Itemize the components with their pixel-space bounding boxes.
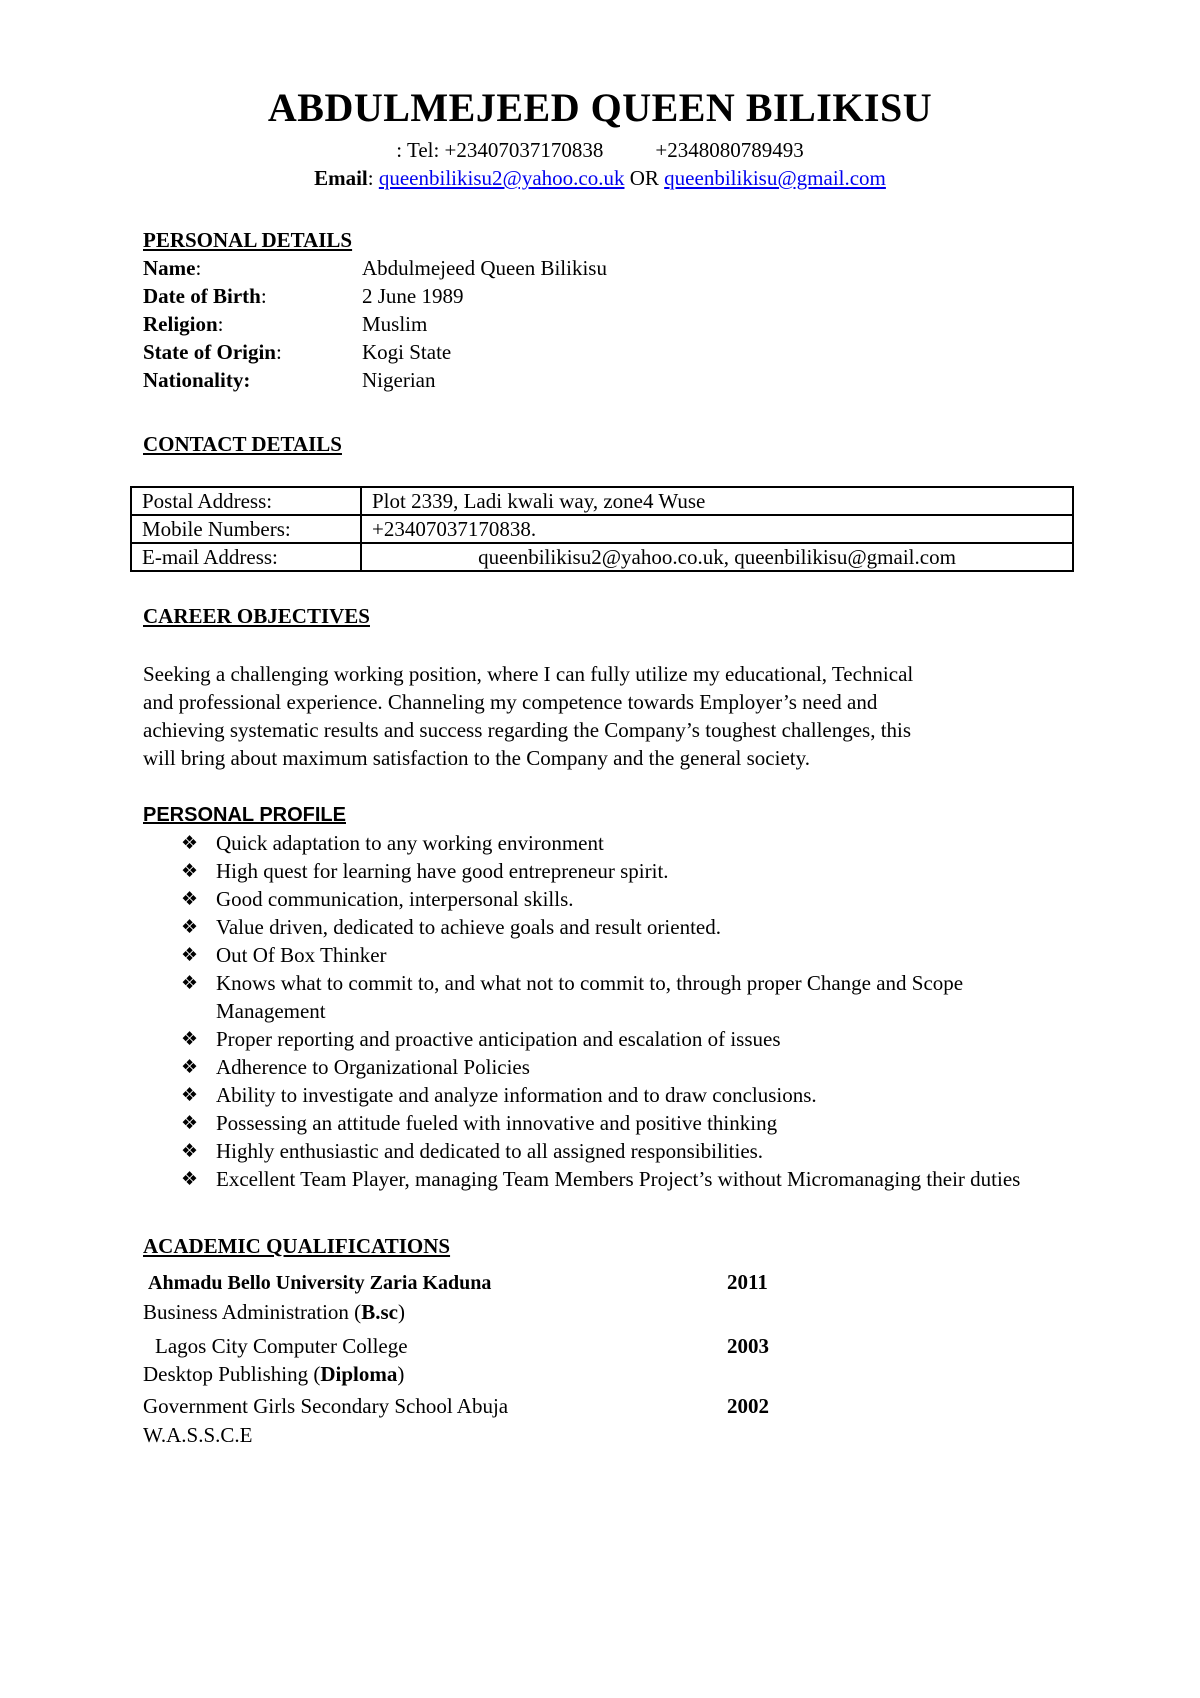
contact-details-table [130, 486, 1074, 572]
list-item: ❖ Value driven, dedicated to achieve goals and result oriented. [181, 915, 721, 939]
diamond-bullet-icon: ❖ [181, 832, 199, 854]
table-cell-value: Plot 2339, Ladi kwali way, zone4 Wuse [361, 487, 1073, 515]
email-line: Email: queenbilikisu2@yahoo.co.uk OR queenbilikisu@gmail.com [314, 166, 886, 190]
academic-qualifications-heading: ACADEMIC QUALIFICATIONS [143, 1234, 451, 1258]
diamond-bullet-icon: ❖ [181, 860, 199, 882]
table-row [131, 543, 1073, 571]
qualification-course: Desktop Publishing (Diploma) [143, 1362, 405, 1386]
table-cell-value: queenbilikisu2@yahoo.co.uk, queenbilikisu@gmail.com [361, 543, 1073, 571]
diamond-bullet-icon: ❖ [181, 916, 199, 938]
qualification-year: 2011 [727, 1270, 768, 1294]
email-link-gmail[interactable]: queenbilikisu@gmail.com [664, 166, 886, 190]
personal-profile-heading: PERSONAL PROFILE [143, 804, 346, 826]
qualification-institution: Lagos City Computer College [155, 1334, 408, 1358]
list-item: ❖ Highly enthusiastic and dedicated to all assigned responsibilities. [181, 1139, 764, 1163]
diamond-bullet-icon: ❖ [181, 972, 199, 994]
list-item: ❖ Excellent Team Player, managing Team Members Project’s without Micromanaging their duties [181, 1167, 1021, 1191]
diamond-bullet-icon: ❖ [181, 1112, 199, 1134]
list-item: ❖ High quest for learning have good entrepreneur spirit. [181, 859, 669, 883]
diamond-bullet-icon: ❖ [181, 1056, 199, 1078]
diamond-bullet-icon: ❖ [181, 944, 199, 966]
email-label: Email [314, 166, 368, 190]
resume-page: ABDULMEJEED QUEEN BILIKISU : Tel: +23407037170838 +2348080789493 Email: queenbilikisu2@yahoo.co.uk OR queenbilikisu@gmail.com PERSONAL DETAILS Name: Abdulmejeed Queen Bilikisu Date of Birth: 2 June 1989 Religion: Muslim State of Origin: Kogi State Nationality: Nigerian CONTACT DETAILS Postal Address: Plot 2339, Ladi kwali way, zone4 Wuse Mobile Numbers: +23407037170838. E-mail Address: queenbilikisu2@yahoo.co.uk, queenbilikisu@gmail.com CAREER OBJECTIVES Seeking a challenging working position, where I can fully utilize my educational, Technical and professional experience. Channeling my competence towards Employer’s need and achieving systematic results and success regarding the Company’s toughest challenges, this will bring about maximum satisfaction to the Company and the general society. PERSONAL PROFILE ❖ Quick adaptation to any working environment ❖ High quest for learning have good entrepreneur spirit. ❖ Good communication, interpersonal skills. ❖ Value driven, dedicated to achieve goals and result oriented. ❖ Out Of Box Thinker ❖ Knows what to commit to, and what not to commit to, through proper Change and Scope Management ❖ Proper reporting and proactive anticipation and escalation of issues ❖ Adherence to Organizational Policies ❖ Ability to investigate and analyze information and to draw conclusions. ❖ Possessing an attitude fueled with innovative and positive thinking ❖ Highly enthusiastic and dedicated to all assigned responsibilities. ❖ Excellent Team Player, managing Team Members Project’s without Micromanaging their duties ACADEMIC QUALIFICATIONS Ahmadu Bello University Zaria Kaduna 2011 Business Administration (B.sc) Lagos City Computer College 2003 Desktop Publishing (Diploma) Government Girls Secondary School Abuja 2002 W.A.S.S.C.E [0, 0, 1200, 1698]
diamond-bullet-icon: ❖ [181, 888, 199, 910]
resume-name: ABDULMEJEED QUEEN BILIKISU [267, 85, 933, 130]
telephone-primary: : Tel: +23407037170838 [396, 138, 604, 162]
career-objectives-heading: CAREER OBJECTIVES [143, 604, 370, 628]
telephone-secondary: +2348080789493 [655, 138, 804, 162]
qualification-course: Business Administration (B.sc) [143, 1300, 405, 1324]
list-item: ❖ Possessing an attitude fueled with innovative and positive thinking [181, 1111, 778, 1135]
list-item: ❖ Good communication, interpersonal skills. [181, 887, 574, 911]
table-row [131, 487, 1073, 515]
contact-details-heading: CONTACT DETAILS [143, 432, 342, 456]
qualification-institution: Ahmadu Bello University Zaria Kaduna [148, 1272, 492, 1294]
diamond-bullet-icon: ❖ [181, 1168, 199, 1190]
list-item: ❖ Ability to investigate and analyze information and to draw conclusions. [181, 1083, 817, 1107]
telephone-line [0, 138, 1200, 163]
diamond-bullet-icon: ❖ [181, 1084, 199, 1106]
email-link-yahoo[interactable]: queenbilikisu2@yahoo.co.uk [378, 166, 625, 190]
diamond-bullet-icon: ❖ [181, 1140, 199, 1162]
personal-profile-list [143, 829, 1063, 1193]
qualification-course: W.A.S.S.C.E [143, 1423, 253, 1447]
list-item: ❖ Proper reporting and proactive anticipation and escalation of issues [181, 1027, 781, 1051]
personal-details-heading: PERSONAL DETAILS [143, 228, 353, 252]
qualification-institution: Government Girls Secondary School Abuja [143, 1394, 509, 1418]
diamond-bullet-icon: ❖ [181, 1028, 199, 1050]
list-item: ❖ Out Of Box Thinker [181, 943, 387, 967]
table-cell-label: E-mail Address: [131, 543, 361, 571]
table-row [131, 515, 1073, 543]
list-item: ❖ Knows what to commit to, and what not to commit to, through proper Change and Scope Management [181, 971, 964, 1023]
table-cell-label: Postal Address: [131, 487, 361, 515]
qualification-year: 2003 [727, 1334, 769, 1358]
qualification-year: 2002 [727, 1394, 769, 1418]
career-objective-paragraph: Seeking a challenging working position, where I can fully utilize my educational, Technical and professional experience. Channeling my competence towards Employer’s need and achieving systematic results and success regarding the Company’s toughest challenges, this will bring about maximum satisfaction to the Company and the general society. [143, 662, 914, 770]
list-item: ❖ Quick adaptation to any working environment [181, 831, 604, 855]
table-cell-value: +23407037170838. [361, 515, 1073, 543]
table-cell-label: Mobile Numbers: [131, 515, 361, 543]
list-item: ❖ Adherence to Organizational Policies [181, 1055, 530, 1079]
